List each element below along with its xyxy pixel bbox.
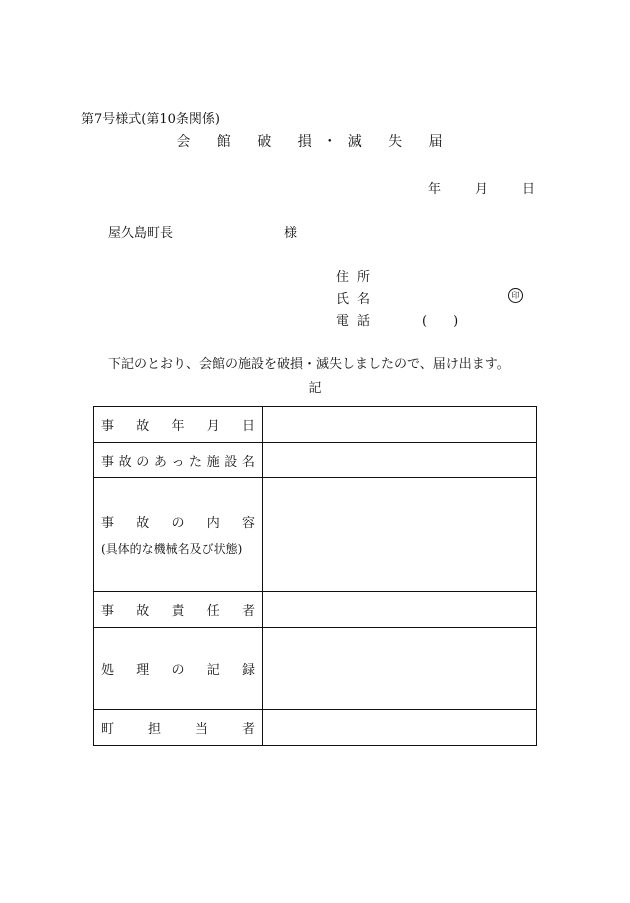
row-label-text (101, 659, 255, 678)
label-char: 故 (136, 516, 150, 531)
label-char: 事 (101, 604, 115, 619)
label-char: 責 (171, 604, 185, 619)
row-value[interactable] (263, 407, 537, 443)
statement-text: 下記のとおり、会館の施設を破損・滅失しましたので、届け出ます。 (108, 357, 510, 372)
table-row (94, 407, 537, 443)
label-char: 事 (101, 419, 115, 434)
phone-label: 電話 (336, 314, 379, 329)
label-char: 当 (194, 722, 208, 737)
label-char: っ (171, 454, 185, 470)
label-char: た (189, 454, 203, 470)
label-char: 町 (101, 722, 115, 737)
label-char: 日 (241, 419, 255, 434)
label-char: の (171, 516, 185, 531)
row-label (94, 443, 263, 478)
label-char: 年 (171, 419, 185, 434)
label-char: 担 (147, 722, 161, 737)
label-char: の (136, 454, 150, 470)
document-title: 会 館 破 損・滅 失 届 (176, 134, 454, 150)
row-label-text (101, 451, 255, 470)
ki-heading: 記 (308, 381, 322, 396)
address-label: 住所 (336, 270, 379, 285)
label-char: 故 (136, 419, 150, 434)
label-char: 名 (241, 454, 255, 470)
row-value[interactable] (263, 628, 537, 710)
row-value[interactable] (263, 710, 537, 746)
row-label (94, 478, 263, 592)
label-char: 理 (136, 663, 150, 678)
label-char: 内 (206, 516, 220, 531)
label-char: 者 (241, 604, 255, 619)
label-char: 月 (206, 419, 220, 434)
incident-table (93, 406, 537, 746)
table-row (94, 592, 537, 628)
month-label: 月 (475, 182, 489, 197)
row-label (94, 628, 263, 710)
table-row (94, 710, 537, 746)
honorific: 様 (284, 226, 298, 241)
name-label: 氏名 (336, 292, 379, 307)
label-char: 故 (118, 454, 132, 470)
label-char: 処 (101, 663, 115, 678)
label-char: 者 (241, 722, 255, 737)
seal-mark: 印 (508, 288, 523, 303)
day-label: 日 (522, 182, 536, 197)
label-char: あ (153, 454, 167, 470)
label-char: 容 (241, 516, 255, 531)
label-char: 事 (101, 516, 115, 531)
phone-parentheses: ( ) (422, 314, 459, 329)
row-label (94, 407, 263, 443)
label-char: 事 (101, 454, 115, 470)
year-label: 年 (428, 182, 442, 197)
row-value[interactable] (263, 592, 537, 628)
addressee: 屋久島町長 (108, 226, 174, 241)
label-char: の (171, 663, 185, 678)
row-label-text (101, 415, 255, 434)
row-label-text (101, 600, 255, 619)
label-char: 故 (136, 604, 150, 619)
row-sublabel: (具体的な機械名及び状態) (101, 542, 243, 556)
label-char: 設 (224, 454, 238, 470)
row-label (94, 592, 263, 628)
row-label (94, 710, 263, 746)
table-row (94, 478, 537, 592)
table-row (94, 443, 537, 478)
row-label-text (101, 512, 255, 531)
label-char: 任 (206, 604, 220, 619)
table-row (94, 628, 537, 710)
row-value[interactable] (263, 478, 537, 592)
row-value[interactable] (263, 443, 537, 478)
label-char: 施 (206, 454, 220, 470)
row-label-text (101, 718, 255, 737)
label-char: 記 (206, 663, 220, 678)
date-line (428, 178, 535, 197)
label-char: 録 (241, 663, 255, 678)
form-number: 第7号様式(第10条関係) (81, 112, 220, 127)
